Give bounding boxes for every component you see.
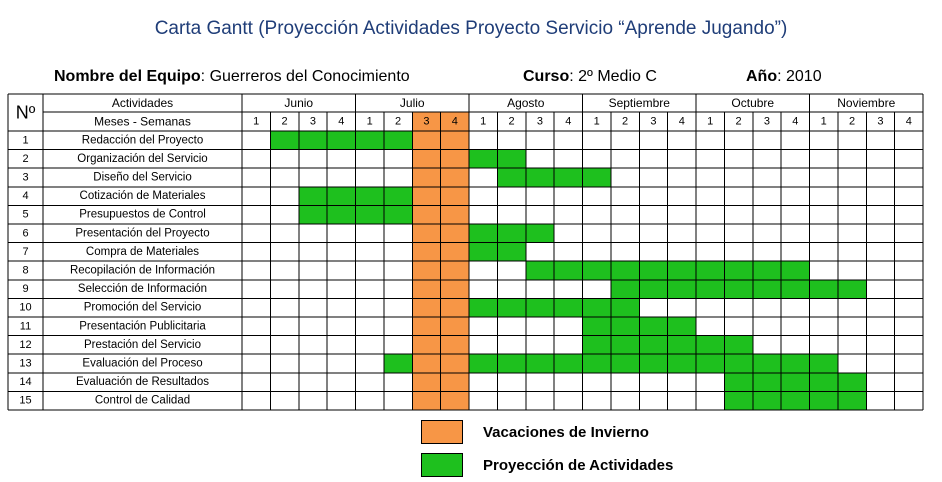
task-bar-cell — [753, 261, 781, 280]
task-bar-cell — [611, 298, 639, 317]
task-bar-cell — [327, 187, 355, 206]
task-bar-cell — [497, 224, 525, 243]
task-bar-cell — [299, 187, 327, 206]
task-bar-cell — [781, 391, 809, 410]
week-label: 3 — [877, 115, 884, 128]
task-name: Prestación del Servicio — [84, 338, 201, 351]
task-bar-cell — [781, 261, 809, 280]
weeks-header: Meses - Semanas — [94, 114, 191, 129]
legend-label-activities: Proyección de Actividades — [483, 457, 674, 474]
task-bar-cell — [781, 280, 809, 299]
chart-title: Carta Gantt (Proyección Actividades Proyecto Servicio “Aprende Jugando”) — [154, 18, 788, 39]
week-label: 4 — [565, 115, 572, 128]
task-bar-cell — [526, 224, 554, 243]
task-number: 14 — [19, 376, 32, 389]
month-label: Junio — [284, 96, 314, 110]
legend-label-vacation: Vacaciones de Invierno — [483, 424, 649, 441]
week-label: 1 — [593, 115, 600, 128]
task-name: Evaluación del Proceso — [82, 357, 203, 370]
month-label: Agosto — [507, 96, 545, 110]
task-name: Selección de Información — [77, 283, 208, 296]
task-name: Compra de Materiales — [85, 245, 200, 258]
month-label: Julio — [399, 96, 425, 110]
task-bar-cell — [583, 354, 611, 373]
task-bar-cell — [724, 373, 752, 392]
number-header: Nº — [15, 102, 36, 123]
task-name: Presentación Publicitaria — [79, 320, 206, 333]
task-bar-cell — [696, 354, 724, 373]
task-number: 3 — [22, 171, 29, 184]
month-label: Septiembre — [608, 96, 670, 110]
month-label: Octubre — [731, 96, 775, 110]
task-bar-cell — [696, 336, 724, 355]
team-label: Nombre del Equipo — [54, 68, 201, 85]
task-number: 7 — [22, 245, 29, 258]
week-label: 2 — [508, 115, 515, 128]
task-bar-cell — [639, 280, 667, 299]
week-label: 1 — [480, 115, 487, 128]
task-bar-cell — [356, 205, 384, 224]
week-label: 1 — [253, 115, 260, 128]
task-name: Diseño del Servicio — [93, 171, 192, 184]
week-label: 2 — [622, 115, 629, 128]
task-bar-cell — [810, 354, 838, 373]
task-bar-cell — [583, 317, 611, 336]
task-number: 4 — [22, 190, 29, 203]
task-bar-cell — [781, 373, 809, 392]
week-label: 1 — [366, 115, 373, 128]
task-bar-cell — [299, 131, 327, 150]
task-bar-cell — [554, 354, 582, 373]
task-bar-cell — [753, 354, 781, 373]
week-label: 1 — [820, 115, 827, 128]
task-bar-cell — [696, 280, 724, 299]
week-label: 4 — [905, 115, 912, 128]
task-number: 6 — [22, 227, 29, 240]
week-label: 1 — [707, 115, 714, 128]
task-bar-cell — [611, 336, 639, 355]
task-bar-cell — [554, 261, 582, 280]
task-bar-cell — [554, 168, 582, 187]
task-number: 1 — [22, 134, 29, 147]
task-bar-cell — [270, 131, 298, 150]
task-bar-cell — [838, 391, 866, 410]
task-bar-cell — [810, 280, 838, 299]
task-bar-cell — [583, 298, 611, 317]
task-name: Presentación del Proyecto — [75, 227, 210, 240]
task-name: Evaluación de Resultados — [76, 376, 209, 389]
week-label: 3 — [536, 115, 543, 128]
task-name: Recopilación de Información — [69, 264, 216, 277]
task-bar-cell — [469, 298, 497, 317]
week-label: 4 — [678, 115, 685, 128]
task-bar-cell — [384, 131, 412, 150]
task-bar-cell — [724, 336, 752, 355]
legend-swatch-vacation — [421, 420, 463, 444]
year-value: : 2010 — [777, 68, 822, 85]
task-bar-cell — [384, 354, 412, 373]
task-bar-cell — [526, 354, 554, 373]
task-bar-cell — [724, 391, 752, 410]
task-number: 15 — [19, 394, 32, 407]
task-number: 13 — [19, 357, 32, 370]
task-bar-cell — [497, 168, 525, 187]
task-bar-cell — [356, 131, 384, 150]
activities-header: Actividades — [111, 96, 174, 110]
legend-swatch-activities — [421, 453, 463, 477]
task-bar-cell — [724, 280, 752, 299]
week-label: 4 — [451, 115, 458, 128]
task-bar-cell — [469, 150, 497, 169]
task-bar-cell — [356, 187, 384, 206]
task-bar-cell — [781, 354, 809, 373]
course-label: Curso — [523, 68, 570, 85]
task-number: 8 — [22, 264, 29, 277]
task-bar-cell — [469, 354, 497, 373]
task-number: 10 — [19, 301, 32, 314]
task-bar-cell — [810, 391, 838, 410]
task-bar-cell — [668, 336, 696, 355]
week-label: 3 — [309, 115, 316, 128]
task-bar-cell — [639, 317, 667, 336]
task-bar-cell — [497, 354, 525, 373]
task-bar-cell — [639, 261, 667, 280]
task-bar-cell — [554, 298, 582, 317]
task-bar-cell — [469, 224, 497, 243]
task-bar-cell — [611, 261, 639, 280]
task-number: 12 — [19, 338, 32, 351]
task-bar-cell — [668, 317, 696, 336]
task-bar-cell — [384, 205, 412, 224]
task-name: Control de Calidad — [94, 394, 191, 407]
month-label: Noviembre — [837, 96, 896, 110]
task-bar-cell — [611, 280, 639, 299]
week-label: 3 — [763, 115, 770, 128]
task-bar-cell — [526, 261, 554, 280]
task-bar-cell — [327, 205, 355, 224]
task-bar-cell — [497, 298, 525, 317]
task-bar-cell — [696, 261, 724, 280]
task-bar-cell — [583, 261, 611, 280]
task-bar-cell — [753, 373, 781, 392]
task-number: 11 — [19, 320, 32, 333]
week-label: 2 — [735, 115, 742, 128]
course-value: : 2º Medio C — [569, 68, 657, 85]
task-bar-cell — [611, 354, 639, 373]
task-bar-cell — [753, 391, 781, 410]
week-label: 4 — [792, 115, 799, 128]
task-name: Promoción del Servicio — [83, 301, 202, 314]
task-bar-cell — [497, 150, 525, 169]
task-name: Cotización de Materiales — [79, 190, 206, 203]
task-bar-cell — [384, 187, 412, 206]
task-bar-cell — [668, 354, 696, 373]
task-bar-cell — [838, 373, 866, 392]
year-label: Año — [746, 68, 778, 85]
task-number: 2 — [22, 152, 29, 165]
task-bar-cell — [526, 298, 554, 317]
task-bar-cell — [469, 243, 497, 262]
task-bar-cell — [611, 317, 639, 336]
week-label: 2 — [395, 115, 402, 128]
task-name: Organización del Servicio — [77, 152, 208, 165]
task-bar-cell — [526, 168, 554, 187]
week-label: 3 — [423, 115, 430, 128]
week-label: 2 — [849, 115, 856, 128]
week-label: 4 — [338, 115, 345, 128]
task-bar-cell — [724, 261, 752, 280]
task-name: Redacción del Proyecto — [81, 134, 204, 147]
task-bar-cell — [668, 261, 696, 280]
week-label: 2 — [281, 115, 288, 128]
task-bar-cell — [583, 336, 611, 355]
task-name: Presupuestos de Control — [79, 208, 206, 221]
task-number: 5 — [22, 208, 29, 221]
task-bar-cell — [299, 205, 327, 224]
task-bar-cell — [668, 280, 696, 299]
task-bar-cell — [753, 280, 781, 299]
task-bar-cell — [838, 280, 866, 299]
task-bar-cell — [639, 336, 667, 355]
week-label: 3 — [650, 115, 657, 128]
task-bar-cell — [583, 168, 611, 187]
task-bar-cell — [639, 354, 667, 373]
task-number: 9 — [22, 283, 29, 296]
team-value: : Guerreros del Conocimiento — [200, 68, 410, 85]
task-bar-cell — [327, 131, 355, 150]
task-bar-cell — [497, 243, 525, 262]
task-bar-cell — [810, 373, 838, 392]
task-bar-cell — [724, 354, 752, 373]
